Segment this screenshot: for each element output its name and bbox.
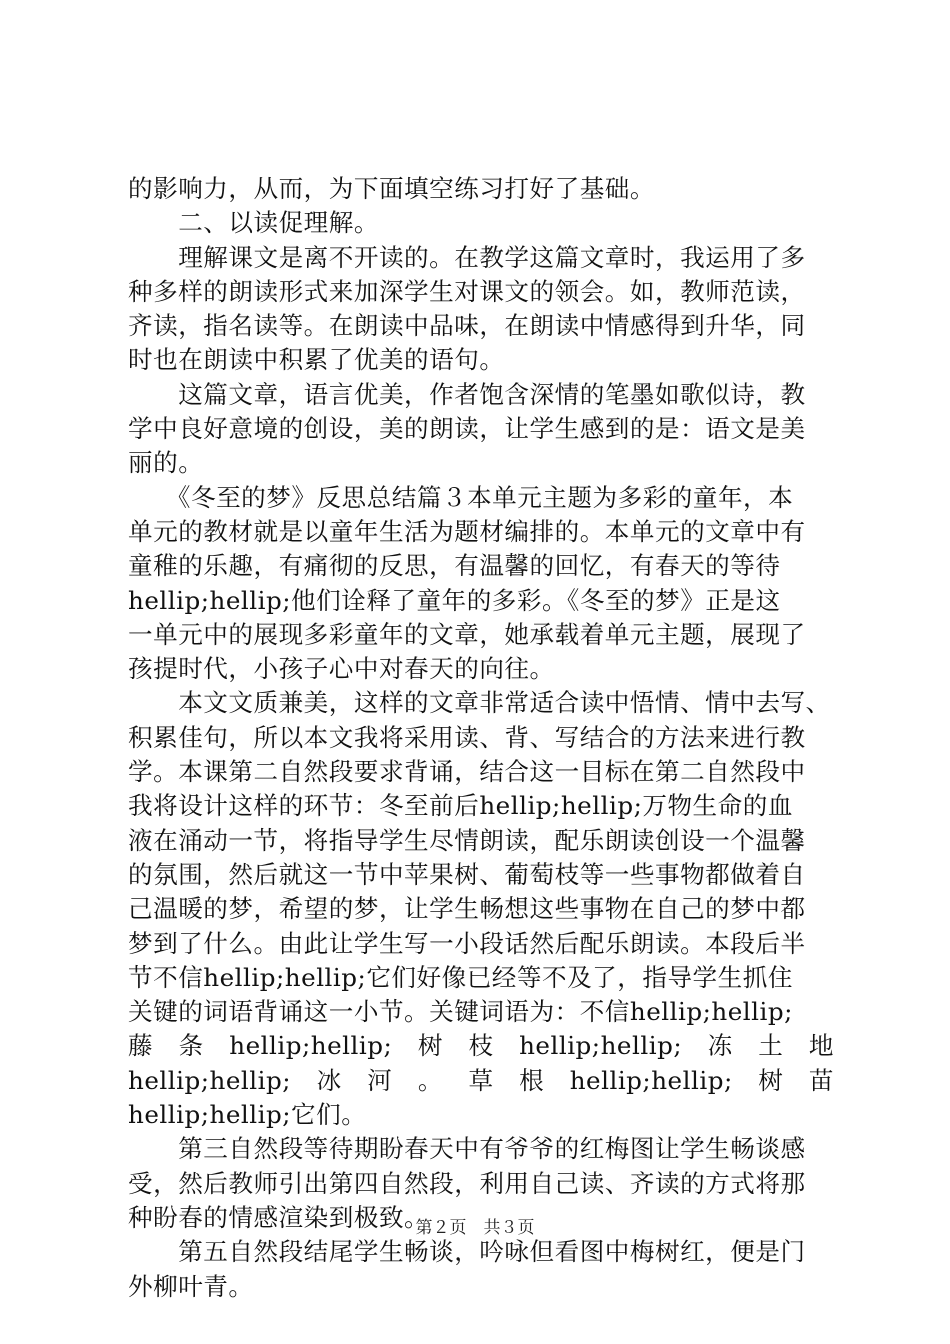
- text-line: 丽的。: [128, 448, 204, 478]
- text-line: 孩提时代，小孩子心中对春天的向往。: [128, 654, 555, 684]
- text-line: 本文文质兼美，这样的文章非常适合读中悟情、情中去写、: [128, 688, 831, 718]
- text-line: 一单元中的展现多彩童年的文章，她承载着单元主题，展现了: [128, 619, 806, 649]
- text-line: 积累佳句，所以本文我将采用读、背、写结合的方法来进行教: [128, 722, 806, 752]
- text-token: 土: [758, 1031, 784, 1061]
- text-token: 条: [178, 1031, 204, 1061]
- text-line: [128, 1029, 834, 1063]
- text-token: 冰: [316, 1065, 342, 1095]
- text-line: 关键的词语背诵这一小节。关键词语为：不信hellip;hellip;: [128, 997, 793, 1027]
- text-token: 藤: [128, 1031, 154, 1061]
- text-line: 二、以读促理解。: [128, 208, 379, 238]
- text-line: 理解课文是离不开读的。在教学这篇文章时，我运用了多: [128, 242, 806, 272]
- text-token: 树: [417, 1031, 443, 1061]
- text-token: 苗: [808, 1065, 834, 1095]
- text-line: 种盼春的情感渲染到极致。: [128, 1202, 430, 1232]
- text-token: hellip;hellip;: [519, 1031, 683, 1061]
- text-token: 树: [758, 1065, 784, 1095]
- text-token: 。: [417, 1065, 443, 1095]
- text-line: 梦到了什么。由此让学生写一小段话然后配乐朗读。本段后半: [128, 928, 806, 958]
- text-line: 这篇文章，语言优美，作者饱含深情的笔墨如歌似诗，教: [128, 379, 806, 409]
- text-line: 外柳叶青。: [128, 1271, 254, 1301]
- text-line: 种多样的朗读形式来加深学生对课文的领会。如，教师范读，: [128, 276, 806, 306]
- text-token: hellip;hellip;: [229, 1031, 393, 1061]
- text-line: 己温暖的梦，希望的梦，让学生畅想这些事物在自己的梦中都: [128, 894, 806, 924]
- page-footer: 第２页 共３页: [415, 1218, 535, 1238]
- body-text: [128, 172, 834, 1304]
- text-token: 草: [468, 1065, 494, 1095]
- text-token: 地: [808, 1031, 834, 1061]
- text-token: 冻: [707, 1031, 733, 1061]
- text-line: 受，然后教师引出第四自然段，利用自己读、齐读的方式将那: [128, 1168, 806, 1198]
- text-token: 枝: [468, 1031, 494, 1061]
- text-line: 我将设计这样的环节：冬至前后hellip;hellip;万物生命的血: [128, 791, 793, 821]
- text-token: hellip;hellip;: [569, 1065, 733, 1095]
- text-line: [128, 1064, 834, 1098]
- text-line: 第三自然段等待期盼春天中有爷爷的红梅图让学生畅谈感: [128, 1134, 806, 1164]
- text-line: 的氛围，然后就这一节中苹果树、葡萄枝等一些事物都做着自: [128, 859, 806, 889]
- text-line: 节不信hellip;hellip;它们好像已经等不及了，指导学生抓住: [128, 962, 793, 992]
- text-line: 时也在朗读中积累了优美的语句。: [128, 345, 505, 375]
- text-line: 第五自然段结尾学生畅谈，吟咏但看图中梅树红，便是门: [128, 1237, 806, 1267]
- text-token: 河: [367, 1065, 393, 1095]
- text-line: 齐读，指名读等。在朗读中品味，在朗读中情感得到升华，同: [128, 311, 806, 341]
- text-line: 液在涌动一节，将指导学生尽情朗读，配乐朗读创设一个温馨: [128, 825, 806, 855]
- text-token: hellip;hellip;: [128, 1065, 292, 1095]
- text-line: 童稚的乐趣，有痛彻的反思，有温馨的回忆，有春天的等待: [128, 551, 781, 581]
- text-line: hellip;hellip;它们。: [128, 1100, 367, 1130]
- text-line: 学。本课第二自然段要求背诵，结合这一目标在第二自然段中: [128, 757, 806, 787]
- text-line: hellip;hellip;他们诠释了童年的多彩。《冬至的梦》正是这: [128, 585, 781, 615]
- text-token: 根: [519, 1065, 545, 1095]
- text-line: 的影响力，从而，为下面填空练习打好了基础。: [128, 174, 655, 203]
- text-line: 学中良好意境的创设，美的朗读，让学生感到的是：语文是美: [128, 414, 806, 444]
- text-line: 《冬至的梦》反思总结篇３本单元主题为多彩的童年，本: [128, 482, 794, 512]
- text-line: 单元的教材就是以童年生活为题材编排的。本单元的文章中有: [128, 516, 806, 546]
